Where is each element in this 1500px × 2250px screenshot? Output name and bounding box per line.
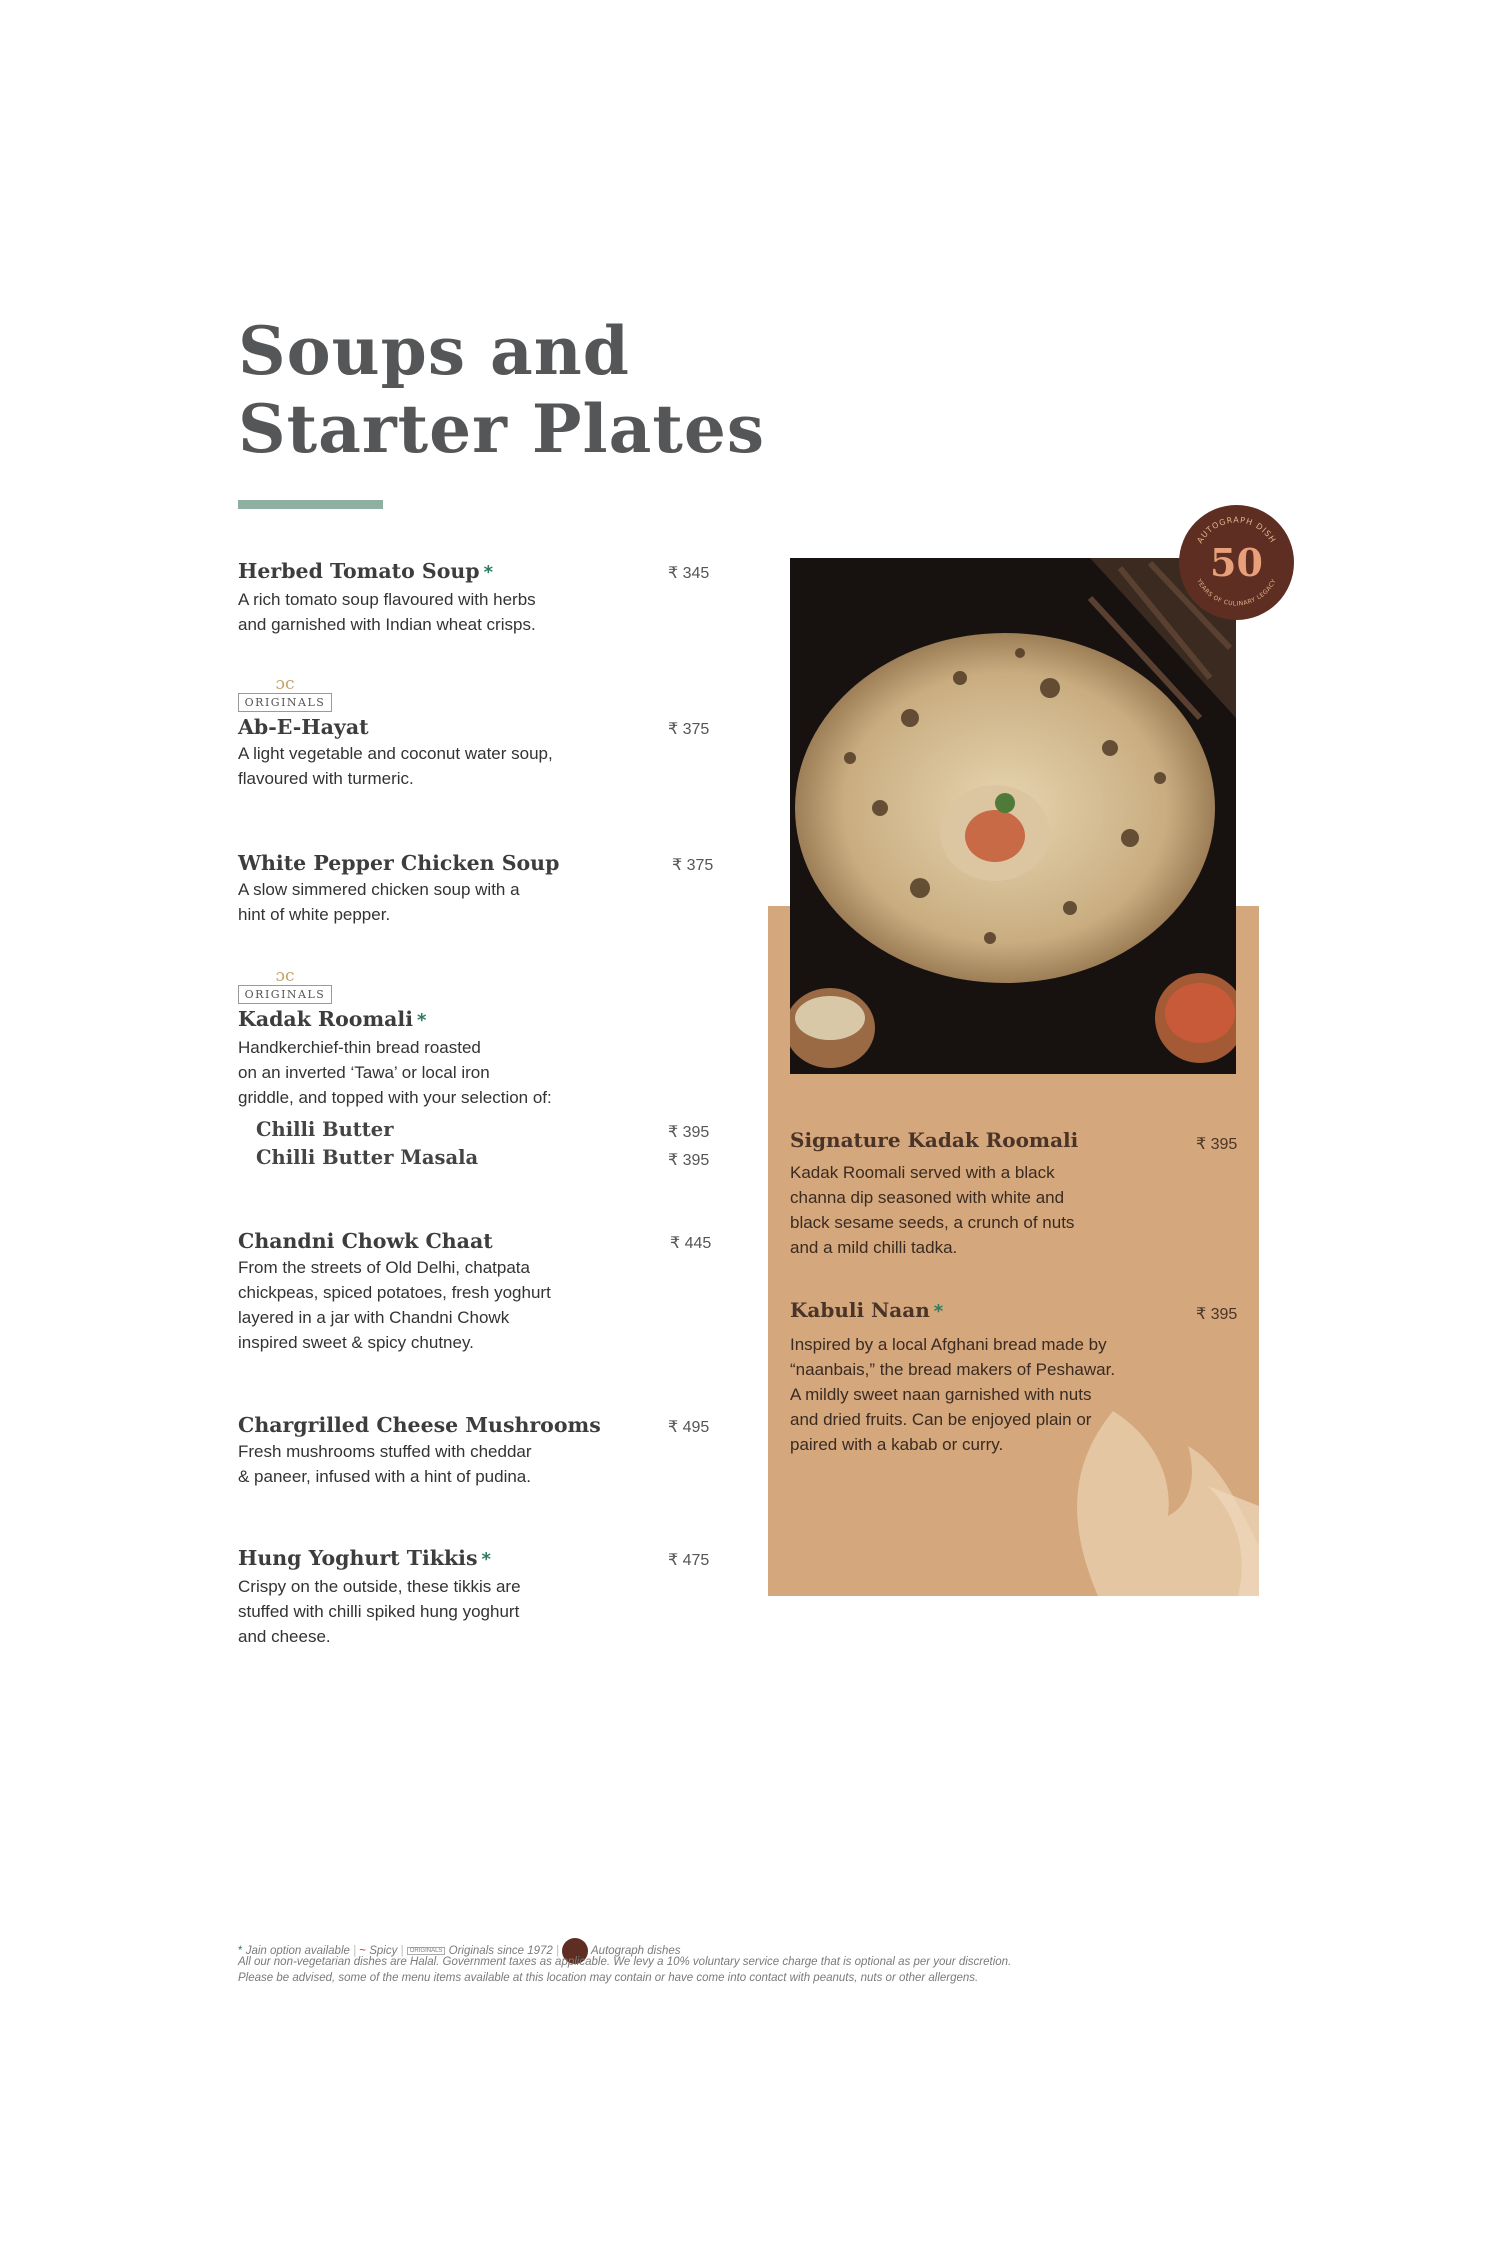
item-description (238, 1574, 708, 1649)
jain-star-icon: * (238, 1945, 243, 1958)
originals-mini-icon: ORIGINALS (407, 1947, 446, 1955)
originals-swirl-icon: ɔc (275, 966, 295, 986)
menu-item-chandni-chowk-chaat (238, 1228, 708, 1355)
desc-line: A slow simmered chicken soup with a (238, 880, 520, 899)
desc-line: Crispy on the outside, these tikkis are (238, 1577, 521, 1596)
item-description (238, 1439, 708, 1489)
title-line-1: Soups and (238, 312, 630, 390)
option-price: ₹ 395 (668, 1124, 710, 1141)
option-chilli-butter: Chilli Butter (256, 1118, 394, 1141)
autograph-dish-badge (1179, 505, 1294, 620)
item-price: ₹ 375 (672, 857, 714, 874)
desc-line: A rich tomato soup flavoured with herbs (238, 590, 536, 609)
option-price: ₹ 395 (668, 1152, 710, 1169)
item-description (238, 877, 708, 927)
chilli-icon: ~ (359, 1945, 367, 1958)
legend-autograph: Autograph dishes (591, 1945, 681, 1958)
desc-line: “naanbais,” the bread makers of Peshawar. (790, 1360, 1116, 1379)
legend-spicy: Spicy (369, 1945, 398, 1958)
item-description (238, 1255, 708, 1355)
item-description (238, 1035, 708, 1110)
desc-line: A light vegetable and coconut water soup, (238, 744, 553, 763)
desc-line: hint of white pepper. (238, 905, 391, 924)
separator: | (556, 1945, 563, 1958)
desc-line: paired with a kabab or curry. (790, 1435, 1004, 1454)
footer-note-allergens: Please be advised, some of the menu items available at this location may contain or have come into contact with peanuts, nuts or other allergens. (238, 1972, 979, 1984)
jain-star-icon: * (481, 1549, 491, 1570)
item-name-text: Kadak Roomali (238, 1007, 413, 1031)
legend-originals: Originals since 1972 (448, 1945, 553, 1958)
title-line-2: Starter Plates (238, 390, 766, 468)
item-name: White Pepper Chicken Soup (238, 851, 560, 875)
badge-top-text: AUTOGRAPH DISH (1195, 515, 1278, 545)
menu-item-ab-e-hayat (238, 714, 708, 791)
item-name-text: Hung Yoghurt Tikkis (238, 1546, 478, 1570)
badge-number: 50 (1210, 540, 1263, 585)
item-name (238, 1006, 708, 1034)
item-price: ₹ 345 (668, 565, 710, 582)
item-price: ₹ 475 (668, 1552, 710, 1569)
jain-star-icon: * (933, 1301, 944, 1322)
desc-line: layered in a jar with Chandni Chowk (238, 1308, 510, 1327)
desc-line: black sesame seeds, a crunch of nuts (790, 1213, 1075, 1232)
feature-item-description (790, 1332, 1170, 1457)
item-description (238, 587, 708, 637)
item-price: ₹ 375 (668, 721, 710, 738)
desc-line: griddle, and topped with your selection of: (238, 1088, 552, 1107)
desc-line: on an inverted ‘Tawa’ or local iron (238, 1063, 490, 1082)
legend-jain: Jain option available (245, 1945, 350, 1958)
desc-line: A mildly sweet naan garnished with nuts (790, 1385, 1092, 1404)
originals-badge (238, 675, 332, 713)
jain-star-icon: * (483, 562, 494, 583)
feature-item-name: Signature Kadak Roomali (790, 1128, 1079, 1152)
desc-line: Inspired by a local Afghani bread made by (790, 1335, 1107, 1354)
desc-line: and a mild chilli tadka. (790, 1238, 958, 1257)
footer-note-halal: All our non-vegetarian dishes are Halal. Government taxes as applicable. We levy a 10% voluntary service charge that is optional as per your discretion. (238, 1956, 1012, 1968)
desc-line: Kadak Roomali served with a black (790, 1163, 1055, 1182)
badge-graphic (1179, 505, 1294, 620)
item-description (238, 741, 708, 791)
menu-item-herbed-tomato-soup (238, 558, 708, 637)
originals-badge (238, 967, 332, 1005)
page-title (238, 312, 765, 468)
menu-item-white-pepper-chicken-soup (238, 850, 708, 927)
menu-item-hung-yoghurt-tikkis (238, 1545, 708, 1649)
item-name-text: Herbed Tomato Soup (238, 559, 480, 583)
item-name: Chargrilled Cheese Mushrooms (238, 1413, 601, 1437)
separator: | (353, 1945, 360, 1958)
desc-line: channa dip seasoned with white and (790, 1188, 1065, 1207)
item-name: Chandni Chowk Chaat (238, 1229, 493, 1253)
roomali-image (790, 558, 1236, 1074)
kadak-roomali-photo (790, 558, 1236, 1074)
menu-item-kadak-roomali (238, 1006, 708, 1110)
desc-line: Handkerchief-thin bread roasted (238, 1038, 481, 1057)
separator: | (400, 1945, 407, 1958)
item-name (238, 1545, 708, 1573)
feature-item-price: ₹ 395 (1196, 1306, 1238, 1323)
desc-line: inspired sweet & spicy chutney. (238, 1333, 474, 1352)
originals-label: ORIGINALS (238, 985, 332, 1004)
item-name (238, 558, 708, 586)
originals-swirl-icon: ɔc (275, 674, 295, 694)
item-price: ₹ 495 (668, 1419, 710, 1436)
desc-line: and dried fruits. Can be enjoyed plain or (790, 1410, 1092, 1429)
desc-line: From the streets of Old Delhi, chatpata (238, 1258, 530, 1277)
desc-line: flavoured with turmeric. (238, 769, 414, 788)
desc-line: Fresh mushrooms stuffed with cheddar (238, 1442, 532, 1461)
desc-line: chickpeas, spiced potatoes, fresh yoghurt (238, 1283, 551, 1302)
desc-line: stuffed with chilli spiked hung yoghurt (238, 1602, 520, 1621)
originals-label: ORIGINALS (238, 693, 332, 712)
desc-line: and cheese. (238, 1627, 331, 1646)
desc-line: and garnished with Indian wheat crisps. (238, 615, 536, 634)
desc-line: & paneer, infused with a hint of pudina. (238, 1467, 531, 1486)
title-divider (238, 500, 383, 509)
feature-item-name-text: Kabuli Naan (790, 1298, 930, 1322)
item-price: ₹ 445 (670, 1235, 712, 1252)
feature-item-name (790, 1298, 943, 1322)
item-name: Ab-E-Hayat (238, 715, 369, 739)
option-chilli-butter-masala: Chilli Butter Masala (256, 1146, 479, 1169)
feature-item-description (790, 1160, 1170, 1260)
feature-item-price: ₹ 395 (1196, 1136, 1238, 1153)
menu-item-chargrilled-cheese-mushrooms (238, 1412, 708, 1489)
jain-star-icon: * (417, 1010, 427, 1031)
badge-bottom-text: YEARS OF CULINARY LEGACY (1195, 577, 1278, 608)
